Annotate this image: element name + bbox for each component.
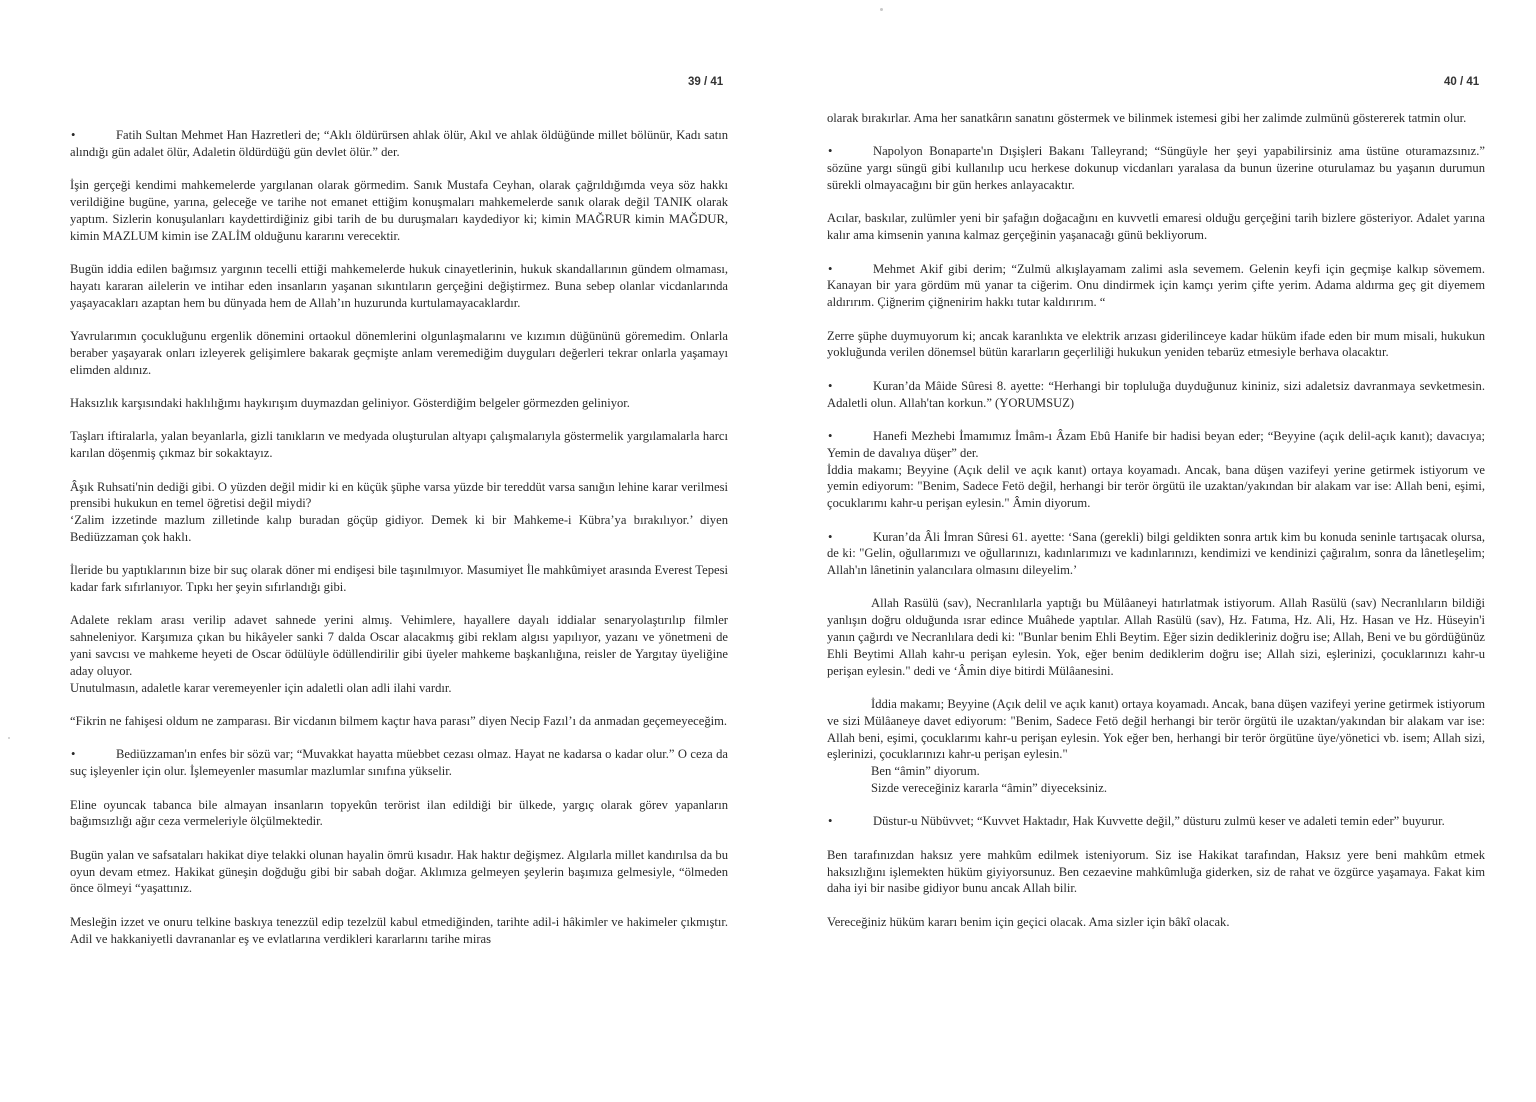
bullet-paragraph: • Mehmet Akif gibi derim; “Zulmü alkışlayamam zalimi asla sevemem. Gelenin keyfi için geçmişe kalkıp sövemem. Kanayan bir yara gördüm mü yanar ta ciğerim. Onu dindirmek için kamçı yerim çifte yerim. Adama aldırma geç git diyemem aldırırım. Çiğnerim çiğnenirim hakkı tutar kaldırırım. “ [827, 261, 1485, 311]
paragraph [827, 696, 1485, 797]
paragraph: Allah Rasülü (sav), Necranlılarla yaptığı bu Mülâaneyi hatırlatmak istiyorum. Allah Rasülü (sav) Necranlıların bildiği yanlışın doğru olduğunda ısrar edince Muâhede yaptılar. Allah Rasülü (sav), Hz. Fatıma, Hz. Ali, Hz. Hasan ve Hz. Hüseyin'i yanın çağırdı ve Necranlılara dedi ki: "Bunlar benim Ehli Beytim. Eğer sizin dedikleriniz doğru ise; Allah, Beni ve bu gördüğünüz Ehli Beytimi Allah kahr-u perişan eylesin. Yok, eğer benim dediklerim doğru ise; Allah sizi, eşlerinizi, çocuklarınızı kahr-u perişan eylesin." dedi ve ‘Âmin diye bitirdi Mülâanesini. [827, 596, 1485, 678]
paragraph-line: İddia makamı; Beyyine (Açık delil ve açık kanıt) ortaya koyamadı. Ancak, bana düşen vazifeyi yerine getirmek istiyorum ve sizi Mülâaneye davet ediyorum: "Benim, Sadece Fetö değil herhangi bir terör örgütü ile uzaktan/yakından bir alakam var ise: Allah beni, eşimi, çocuklarımı kahr-u perişan eylesin. Yok eğer ben, herhangi bir terör örgütüne üye/yönetici vb. isem; Allah sizi, eşlerinizi, çocuklarınızı kahr-u perişan eylesin." [827, 697, 1485, 762]
page-number: 39 / 41 [688, 76, 724, 88]
bullet-paragraph: • Düstur-u Nübüvvet; “Kuvvet Haktadır, Hak Kuvvette değil,” düsturu zulmü keser ve adaleti temin eder” buyurur. [827, 813, 1485, 830]
paragraph: Bugün iddia edilen bağımsız yargının tecelli ettiği mahkemelerde hukuk cinayetlerinin, hukuk skandallarının gündem olmaması, hayatı kararan ailelerin ve intihar eden insanların yaşanan sıkıntıların gerçeğini değiştirmez. Buna sebep olanlar vicdanlarında yaşayacakları azaptan hem bu dünyada hem de Allah’ın huzurunda kurtulamayacaklardır. [70, 261, 728, 310]
paragraph-line: Adalete reklam arası verilip adavet sahnede yerini almış. Vehimlere, hayallere dayalı iddialar senaryolaştırılıp filmler sahneleniyor. Karşımıza çıkan bu hikâyeler sanki 7 dalda Oscar alacakmış gibi reklam algısı yapılıyor, yazanı ve yönetmeni de yani savcısı ve mahkeme heyeti de Oscar ödülüyle ödüllendirilir gibi üyeler mahkeme başkanlığına, reisler de Yargıtay üyeliğine aday oluyor. [70, 613, 728, 678]
paragraph-line: İddia makamı; Beyyine (Açık delil ve açık kanıt) ortaya koyamadı. Ancak, bana düşen vazifeyi yerine getirmek istiyorum ve yemin ediyorum: "Benim, Sadece Fetö değil, herhangi bir terör örgütü ile uzaktan/yakından bir alakam var ise: Allah beni, eşimi, çocuklarımı kahr-u perişan eylesin." Âmin diyorum. [827, 462, 1485, 511]
paragraph: Bugün yalan ve safsataları hakikat diye telakki olunan hayalin ömrü kısadır. Hak haktır değişmez. Algılarla millet kandırılsa da bu oyun devam etmez. Hakikat güneşin doğduğu gibi bir sabah doğar. Aklımıza gelmeyen şeylerin başımıza gelmesiyle, “ölmeden önce ölmeyi “yaşattınız. [70, 847, 728, 896]
bullet-paragraph: • Kuran’da Mâide Sûresi 8. ayette: “Herhangi bir topluluğa duyduğunuz kininiz, sizi adaletsiz davranmaya sevketmesin. Adaletli olun. Allah'tan korkun.” (YORUMSUZ) [827, 378, 1485, 412]
paragraph: olarak bırakırlar. Ama her sanatkârın sanatını göstermek ve bilinmek istemesi gibi her zalimde zulmünü göstererek tatmin olur. [827, 111, 1467, 125]
bullet-paragraph: • Bediüzzaman'ın enfes bir sözü var; “Muvakkat hayatta müebbet cezası olmaz. Hayat ne kadarsa o kadar olur.” O ceza da suç işleyenler için olur. İşlemeyenler masumlar mazlumlar sınıfına yükselir. [70, 746, 728, 780]
paragraph: Yavrularımın çocukluğunu ergenlik dönemini ortaokul dönemlerini olgunlaşmalarını ve kızımın düğününü göremedim. Onlarla beraber yaşayarak onları izleyerek gelişimlere bakarak geçmişte anlam veremediğim duyguları değerleri tekrar onlarla yaşamayı elimden aldınız. [70, 328, 728, 377]
paragraph: Taşları iftiralarla, yalan beyanlarla, gizli tanıkların ve medyada oluşturulan altyapı çalışmalarıyla göstermelik yargılamalarla harcı karılan döşenmiş çıkmaz bir sokaktayız. [70, 429, 728, 461]
paragraph [70, 612, 728, 696]
paragraph: “Fikrin ne fahişesi oldum ne zamparası. Bir vicdanın bilmem kaçtır hava parası” diyen Necip Fazıl’ı da anmadan geçemeyeceğim. [70, 714, 728, 729]
paragraph: Zerre şüphe duymuyorum ki; ancak karanlıkta ve elektrik arızası giderilinceye kadar hüküm ifade eden bir mum misali, hukukun yokluğunda verilen dönemsel bütün kararların geçerliliği hukukun yeniden tebarüz etmesiyle berhava olacaktır. [827, 328, 1485, 360]
paragraph-line: Âşık Ruhsati'nin dediği gibi. O yüzden değil midir ki en küçük şüphe varsa yüzde bir tereddüt varsa sanığın lehine karar verilmesi prensibi hukukun en temel öğretisi değil miydi? [70, 479, 728, 511]
amen-line: Ben “âmin” diyorum. [871, 764, 980, 779]
quote-line: ‘Zalim izzetinde mazlum zilletinde kalıp buradan göçüp gidiyor. Demek ki bir Mahkeme-i Kübra’ya bırakılıyor.’ diyen Bediüzzaman çok haklı. [70, 513, 728, 544]
page-body [827, 110, 1485, 947]
paragraph-line: • Hanefi Mezhebi İmamımız İmâm-ı Âzam Ebû Hanife bir hadisi beyan eder; “Beyyine (açık delil-açık kanıt); davacıya; Yemin de davalıya düşer” der. [827, 428, 1485, 462]
bullet-paragraph: • Kuran’da Âli İmran Sûresi 61. ayette: ‘Sana (gerekli) bilgi geldikten sonra artık kim bu konuda seninle tartışacak olursa, de ki: "Gelin, oğullarımızı ve oğullarınızı, kadınlarımızı ve kadınlarınızı, kendimizi ve kendinizi çağıralım, sonra da lânetleşelim; Allah'ın lânetinin yalancılara olmasını dileyelim.’ [827, 529, 1485, 579]
paragraph: İleride bu yaptıklarının bize bir suç olarak döner mi endişesi bile taşınılmıyor. Masumiyet İle mahkûmiyet arasında Everest Tepesi kadar fark sıfırlanıyor. Tıpkı her şeyin sıfırlandığı gibi. [70, 563, 728, 595]
paragraph: Acılar, baskılar, zulümler yeni bir şafağın doğacağını en kuvvetli emaresi olduğu gerçeğini tarih bizlere gösteriyor. Adalet yarına kalır ama kimsenin yanına kalmaz gerçeğinin yaşanacağı günü bekliyorum. [827, 211, 1485, 243]
page-number: 40 / 41 [1444, 76, 1480, 88]
paragraph: Mesleğin izzet ve onuru telkine baskıya tenezzül edip tezelzül kabul etmediğinden, tarihte adil-i hâkimler ve hakimeler çıkmıştır. Adil ve hakkaniyetli davrananlar eş ve evlatlarına verdikleri kararlarını tarihe miras [70, 914, 728, 946]
paragraph: Vereceğiniz hüküm kararı benim için geçici olacak. Ama sizler için bâkî olacak. [827, 914, 1230, 929]
paragraph-line: Unutulmasın, adaletle karar veremeyenler için adaletli olan adli ilahi vardır. [70, 680, 452, 695]
bullet-paragraph: • Fatih Sultan Mehmet Han Hazretleri de; “Aklı öldürürsen ahlak ölür, Akıl ve ahlak öldüğünde millet bölünür, Kadı satın alındığı gün adalet ölür, Adaletin öldürdüğü gün devlet ölür.” der. [70, 127, 728, 161]
page-body [70, 127, 728, 964]
document-page-right [768, 0, 1536, 1102]
paragraph: İşin gerçeği kendimi mahkemelerde yargılanan olarak görmedim. Sanık Mustafa Ceyhan, olarak çağrıldığımda veya söz hakkı verildiğine bugüne, yarına, geleceğe ve tarihe not emanet ettiğim konuşmaları mahkemelerde sanık olarak değil TANIK olarak yaptım. Sizlerin konuşulanları kaydettirdiğiniz gibi tarih de bu duruşmaları kaydediyor ki; kimin MAĞRUR kimin MAĞDUR, kimin MAZLUM kimin ise ZALİM olduğunu kararını verecektir. [70, 178, 728, 243]
paragraph [70, 479, 728, 546]
paragraph: Haksızlık karşısındaki haklılığımı haykırışım duymazdan geliniyor. Gösterdiğim belgeler görmezden geliniyor. [70, 395, 630, 410]
bullet-paragraph: • Napolyon Bonaparte'ın Dışişleri Bakanı Talleyrand; “Süngüyle her şeyi yapabilirsiniz ama üstüne oturamazsınız.” sözüne yargı süngü gibi kullanılıp ucu herkese dokunup vicdanları yaralasa da bunun üzerine oturulamaz bu yaşanın durumun sürekli olmayacağını bir gün herkes anlayacaktır. [827, 143, 1485, 193]
paragraph: Eline oyuncak tabanca bile almayan insanların topyekûn terörist ilan edildiği bir ülkede, yargıç olarak görev yapanların bağımsızlığı ağır ceza vermeleriyle ölçülmektedir. [70, 797, 728, 829]
bullet-paragraph [827, 428, 1485, 512]
paragraph: Ben tarafınızdan haksız yere mahkûm edilmek isteniyorum. Siz ise Hakikat tarafından, Haksız yere beni mahkûm etmek haksızlığını işlemekten hüküm giyiyorsunuz. Ben cezaevine mahkûmluğa giderken, siz de rahat ve özgürce yaşamaya. Fakat kim daha iyi bir nasibe gidiyor bunu ancak Allah bilir. [827, 847, 1485, 896]
amen-line: Sizde vereceğiniz kararla “âmin” diyeceksiniz. [871, 781, 1108, 796]
